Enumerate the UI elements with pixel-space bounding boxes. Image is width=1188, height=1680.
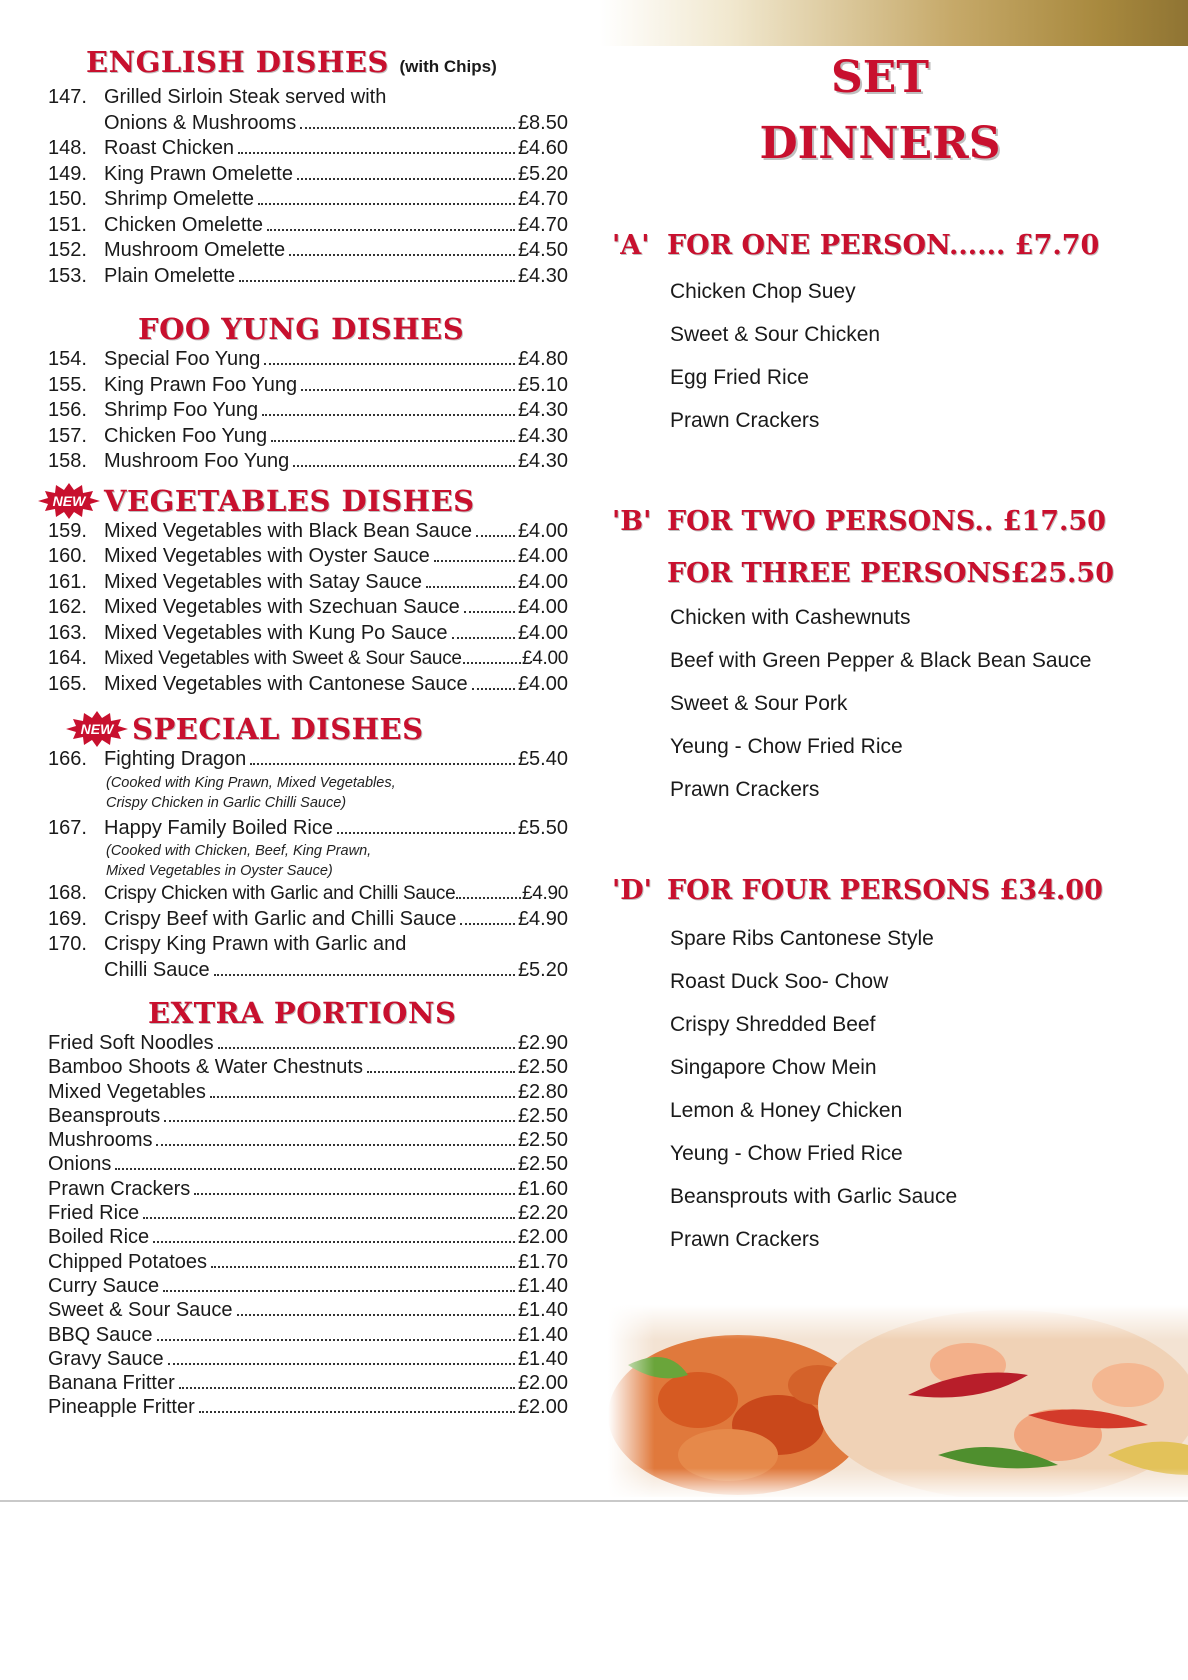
menu-item [48, 1080, 568, 1104]
english-dishes-list [48, 85, 568, 289]
set-item: Chicken Chop Suey [670, 280, 856, 303]
set-item: Sweet & Sour Chicken [670, 323, 881, 346]
item-number: 163. [48, 621, 87, 644]
menu-item [48, 264, 568, 290]
new-badge [38, 483, 100, 519]
item-name: Pineapple Fritter [48, 1396, 195, 1419]
set-b-heading-three: FOR THREE PERSONS£25.50 [667, 558, 1114, 589]
item-price: £4.50 [517, 239, 568, 261]
menu-item [48, 747, 568, 773]
set-a-list [670, 270, 880, 442]
item-price: £8.50 [517, 111, 568, 134]
set-d-heading [612, 875, 1103, 906]
menu-item [48, 1152, 568, 1176]
item-price: £2.50 [517, 1104, 568, 1127]
item-number: 150. [48, 188, 87, 210]
item-price: £4.30 [517, 424, 568, 447]
item-name: Fighting Dragon [104, 748, 247, 770]
item-price: £2.00 [517, 1396, 568, 1419]
item-name: Mushrooms [48, 1129, 153, 1152]
item-price: £5.50 [517, 816, 568, 839]
item-number: 148. [48, 137, 87, 159]
item-price: £2.00 [517, 1226, 568, 1249]
set-b-list [670, 596, 1091, 811]
new-badge [66, 711, 128, 747]
foo-yung-title: FOO YUNG DISHES [138, 312, 465, 346]
item-name: Fried Rice [48, 1202, 140, 1225]
item-price: £1.40 [517, 1274, 568, 1297]
set-a-heading [612, 230, 1099, 261]
set-d-list [670, 917, 957, 1261]
menu-item [48, 570, 568, 596]
item-name: Mushroom Foo Yung [104, 450, 290, 472]
menu-item [48, 162, 568, 188]
menu-item [48, 1274, 568, 1298]
food-photo [608, 1305, 1188, 1497]
item-name: Beansprouts [48, 1104, 161, 1127]
english-title-text: ENGLISH DISHES [86, 45, 389, 79]
item-note: Mixed Vegetables in Oyster Sauce) [106, 863, 333, 879]
menu-item [48, 213, 568, 239]
item-price: £4.30 [517, 264, 568, 287]
item-name: Chipped Potatoes [48, 1250, 208, 1273]
menu-item [48, 1128, 568, 1152]
set-b-heading [612, 506, 1106, 537]
menu-item [48, 1298, 568, 1322]
set-item: Egg Fried Rice [670, 366, 809, 389]
item-name: Crispy Chicken with Garlic and Chilli Sauce [104, 883, 456, 904]
item-name: King Prawn Omelette [104, 162, 293, 185]
item-price: £1.40 [517, 1299, 568, 1322]
item-name: Mixed Vegetables with Oyster Sauce [104, 545, 430, 567]
item-price: £4.70 [517, 213, 568, 236]
item-name: BBQ Sauce [48, 1323, 153, 1346]
menu-item [48, 646, 568, 672]
item-note: (Cooked with Chicken, Beef, King Prawn, [106, 843, 372, 859]
item-price: £4.00 [517, 596, 568, 618]
item-name: Grilled Sirloin Steak served with [104, 86, 387, 108]
menu-item [48, 1250, 568, 1274]
menu-item [48, 1031, 568, 1055]
item-number: 153. [48, 264, 87, 287]
item-number: 149. [48, 162, 87, 185]
menu-item [48, 907, 568, 933]
set-item: Sweet & Sour Pork [670, 692, 848, 715]
menu-item [48, 1225, 568, 1249]
item-price: £1.60 [517, 1177, 568, 1200]
item-name: Sweet & Sour Sauce [48, 1299, 233, 1322]
item-number: 158. [48, 450, 87, 472]
menu-item [48, 398, 568, 424]
item-price: £2.80 [517, 1080, 568, 1103]
item-price: £4.90 [517, 907, 568, 930]
set-item: Crispy Shredded Beef [670, 1013, 876, 1036]
item-number: 159. [48, 519, 87, 542]
gold-banner [600, 0, 1188, 46]
item-price: £5.40 [517, 748, 568, 770]
menu-item [48, 1177, 568, 1201]
item-price: £4.00 [517, 570, 568, 593]
menu-item [48, 347, 568, 373]
item-name: Roast Chicken [104, 137, 235, 159]
item-name: Fried Soft Noodles [48, 1032, 214, 1054]
item-number: 160. [48, 545, 87, 567]
item-price: £4.00 [521, 648, 568, 669]
menu-item [48, 1201, 568, 1225]
set-letter: 'A' [612, 230, 650, 261]
item-price: £4.00 [517, 519, 568, 542]
item-price: £4.80 [517, 348, 568, 370]
menu-item [48, 595, 568, 621]
item-number: 161. [48, 570, 87, 593]
item-price: £1.40 [517, 1347, 568, 1370]
item-price: £2.90 [517, 1032, 568, 1054]
item-name: Mixed Vegetables with Black Bean Sauce [104, 519, 472, 542]
item-price: £5.20 [517, 958, 568, 981]
set-title: SET [830, 52, 930, 103]
item-name: Mushroom Omelette [104, 239, 286, 261]
new-badge-label: NEW [52, 492, 86, 509]
item-price: £4.00 [517, 545, 568, 567]
item-number: 170. [48, 933, 87, 955]
set-letter: 'B' [612, 506, 652, 537]
item-number: 151. [48, 213, 87, 236]
item-name: King Prawn Foo Yung [104, 373, 298, 396]
extra-portions-title: EXTRA PORTIONS [148, 996, 457, 1030]
item-price: £2.50 [517, 1153, 568, 1176]
menu-item [48, 238, 568, 264]
set-item: Yeung - Chow Fried Rice [670, 1142, 903, 1165]
item-price: £2.50 [517, 1129, 568, 1152]
item-number: 164. [48, 647, 87, 669]
item-name: Chicken Omelette [104, 213, 263, 236]
menu-item [48, 1323, 568, 1347]
set-item: Yeung - Chow Fried Rice [670, 735, 903, 758]
menu-item [48, 1055, 568, 1079]
item-name: Chilli Sauce [104, 958, 210, 981]
menu-item [48, 1347, 568, 1371]
special-dishes-title: SPECIAL DISHES [132, 712, 424, 746]
item-price: £1.40 [517, 1323, 568, 1346]
set-item: Roast Duck Soo- Chow [670, 970, 889, 993]
item-name: Shrimp Foo Yung [104, 399, 259, 421]
item-number: 166. [48, 748, 87, 770]
set-letter: 'D' [612, 875, 652, 906]
item-number: 169. [48, 907, 87, 930]
menu-item [48, 1371, 568, 1395]
item-name: Banana Fritter [48, 1372, 175, 1395]
item-name: Happy Family Boiled Rice [104, 816, 333, 839]
set-item: Beansprouts with Garlic Sauce [670, 1185, 958, 1208]
left-column [48, 44, 568, 1420]
item-number: 152. [48, 239, 87, 261]
menu-item [48, 373, 568, 399]
item-name: Plain Omelette [104, 264, 236, 287]
menu-item-continued [48, 958, 568, 984]
set-item: Singapore Chow Mein [670, 1056, 877, 1079]
item-price: £2.50 [517, 1056, 568, 1079]
vegetables-list [48, 519, 568, 698]
menu-item [48, 85, 568, 111]
menu-item [48, 1104, 568, 1128]
item-price: £1.70 [517, 1250, 568, 1273]
item-price: £4.70 [517, 188, 568, 210]
item-note: Crispy Chicken in Garlic Chilli Sauce) [106, 794, 347, 811]
item-number: 154. [48, 348, 87, 370]
menu-item [48, 519, 568, 545]
item-name: Curry Sauce [48, 1274, 160, 1297]
set-item: Chicken with Cashewnuts [670, 606, 911, 629]
item-name: Bamboo Shoots & Water Chestnuts [48, 1056, 363, 1079]
item-name: Special Foo Yung [104, 348, 261, 370]
item-name: Crispy Beef with Garlic and Chilli Sauce [104, 907, 457, 930]
item-number: 147. [48, 86, 87, 108]
item-price: £4.00 [517, 621, 568, 644]
set-heading-text: FOR FOUR PERSONS £34.00 [667, 875, 1103, 906]
menu-item [48, 932, 568, 958]
special-list [48, 747, 568, 983]
item-name: Mixed Vegetables [48, 1080, 206, 1103]
item-name: Prawn Crackers [48, 1177, 191, 1200]
item-number: 156. [48, 399, 87, 421]
item-price: £2.00 [517, 1372, 568, 1395]
set-item: Prawn Crackers [670, 409, 820, 432]
new-badge-label: NEW [80, 721, 114, 737]
item-name: Mixed Vegetables with Kung Po Sauce [104, 621, 448, 644]
set-heading-text: FOR ONE PERSON...... £7.70 [667, 230, 1100, 261]
menu-item [48, 816, 568, 842]
right-column [600, 0, 1188, 1500]
item-name: Gravy Sauce [48, 1347, 164, 1370]
item-number: 157. [48, 424, 87, 447]
item-price: £5.20 [517, 162, 568, 185]
item-name: Onions & Mushrooms [104, 111, 297, 134]
menu-item [48, 187, 568, 213]
extra-portions-list [48, 1031, 568, 1420]
vegetables-title-row [38, 483, 568, 519]
item-name: Mixed Vegetables with Sweet & Sour Sauce [104, 648, 462, 669]
item-name: Mixed Vegetables with Satay Sauce [104, 570, 422, 593]
foo-yung-list [48, 347, 568, 475]
special-title-row [66, 711, 568, 747]
menu-item [48, 424, 568, 450]
item-price: £5.10 [517, 373, 568, 396]
menu-item [48, 1395, 568, 1419]
menu-item [48, 621, 568, 647]
page-bottom-edge [0, 1500, 1188, 1502]
item-number: 155. [48, 373, 87, 396]
menu-item [48, 881, 568, 907]
menu-item [48, 544, 568, 570]
menu-item [48, 672, 568, 698]
english-dishes-title [48, 44, 568, 85]
item-price: £4.30 [517, 399, 568, 421]
item-name: Mixed Vegetables with Szechuan Sauce [104, 596, 460, 618]
item-name: Boiled Rice [48, 1226, 150, 1249]
set-item: Prawn Crackers [670, 778, 820, 801]
vegetables-title: VEGETABLES DISHES [104, 483, 475, 518]
set-heading-text: FOR TWO PERSONS.. £17.50 [667, 506, 1106, 537]
menu-item [48, 136, 568, 162]
english-subtitle: (with Chips) [399, 57, 497, 76]
dinners-title: DINNERS [759, 118, 1001, 169]
menu-item [48, 449, 568, 475]
item-name: Chicken Foo Yung [104, 424, 268, 447]
item-name: Crispy King Prawn with Garlic and [104, 933, 407, 955]
item-price: £4.60 [517, 137, 568, 159]
item-price: £4.00 [517, 672, 568, 695]
item-number: 168. [48, 882, 87, 904]
item-price: £4.30 [517, 450, 568, 472]
set-item: Spare Ribs Cantonese Style [670, 927, 934, 950]
set-item: Beef with Green Pepper & Black Bean Sauce [670, 649, 1092, 672]
item-number: 167. [48, 816, 87, 839]
menu-item-continued [48, 111, 568, 137]
item-name: Onions [48, 1153, 112, 1176]
item-price: £2.20 [517, 1202, 568, 1225]
item-price: £4.90 [521, 883, 568, 904]
item-note: (Cooked with King Prawn, Mixed Vegetables, [106, 774, 396, 791]
item-name: Mixed Vegetables with Cantonese Sauce [104, 672, 468, 695]
item-number: 165. [48, 672, 87, 695]
set-item: Prawn Crackers [670, 1228, 820, 1251]
set-item: Lemon & Honey Chicken [670, 1099, 903, 1122]
item-number: 162. [48, 596, 87, 618]
item-name: Shrimp Omelette [104, 188, 255, 210]
